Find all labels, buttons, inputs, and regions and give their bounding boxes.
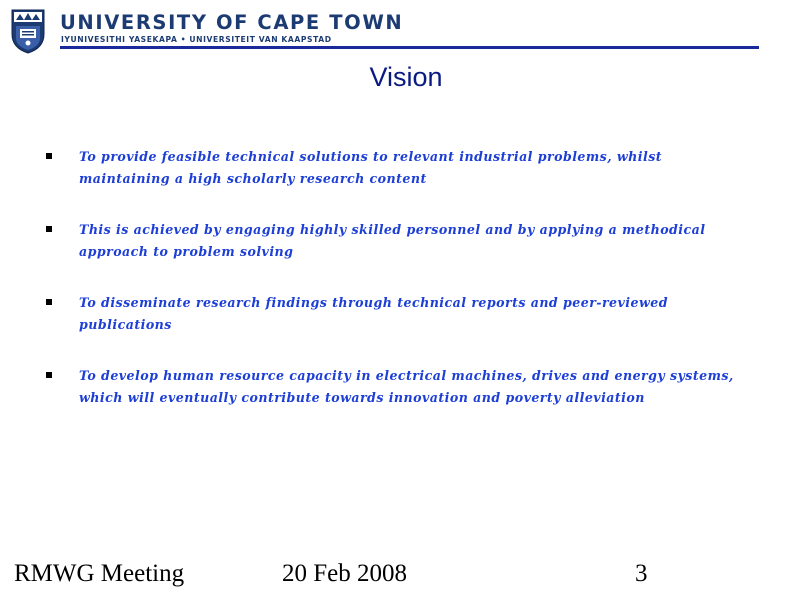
bullet-square-icon xyxy=(46,299,52,305)
bullet-square-icon xyxy=(46,226,52,232)
header-divider xyxy=(60,46,759,49)
bullet-square-icon xyxy=(46,153,52,159)
bullet-item xyxy=(46,292,746,336)
university-crest-icon xyxy=(10,8,46,54)
university-subtitle: IYUNIVESITHI YASEKAPA • UNIVERSITEIT VAN KAAPSTAD xyxy=(61,35,332,44)
bullet-list xyxy=(46,146,746,438)
bullet-text: This is achieved by engaging highly skilled personnel and by applying a methodical approach to problem solving xyxy=(79,222,706,259)
bullet-text: To provide feasible technical solutions to relevant industrial problems, whilst maintaining a high scholarly research content xyxy=(79,149,663,186)
bullet-item xyxy=(46,365,746,409)
slide-title: Vision xyxy=(369,62,443,92)
footer-page-number: 3 xyxy=(635,560,648,587)
bullet-item xyxy=(46,146,746,190)
footer-date: 20 Feb 2008 xyxy=(282,560,407,587)
bullet-text: To develop human resource capacity in electrical machines, drives and energy systems, which will eventually contribute towards innovation and poverty alleviation xyxy=(79,368,734,405)
bullet-square-icon xyxy=(46,372,52,378)
bullet-text: To disseminate research findings through technical reports and peer-reviewed publications xyxy=(79,295,668,332)
university-name: UNIVERSITY OF CAPE TOWN xyxy=(60,11,404,34)
footer-meeting: RMWG Meeting xyxy=(14,560,185,587)
bullet-item xyxy=(46,219,746,263)
